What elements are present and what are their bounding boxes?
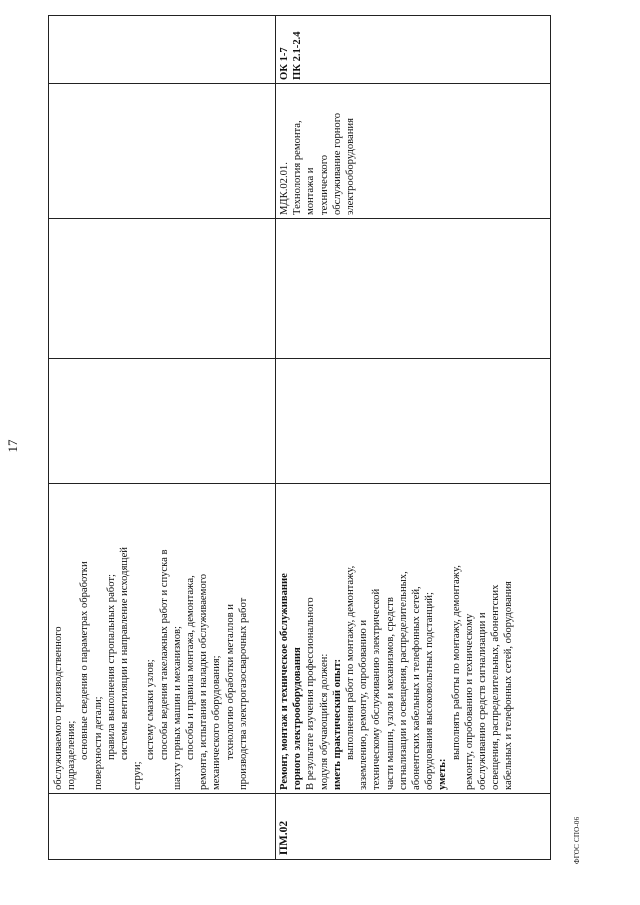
content-line: способы ведения такелажных работ и спуска в <box>158 549 170 760</box>
content-line: струи; <box>132 761 144 790</box>
content-line: механического оборудования; <box>211 655 223 790</box>
row1-empty-cell <box>49 219 275 359</box>
content-line: шахту горных машин и механизмов; <box>171 626 183 790</box>
row2-empty-cell <box>275 359 552 484</box>
content-line: ремонту, опробованию и техническому <box>463 613 475 790</box>
content-line: систему смазки узлов; <box>145 659 157 760</box>
content-line: основные сведения о параметрах обработки <box>79 561 91 760</box>
mdk-line: обслуживание горного <box>331 112 343 215</box>
content-line: поверхности детали; <box>92 696 104 790</box>
mdk-line: МДК.02.01. <box>279 162 290 215</box>
mdk-line: электрооборудования <box>345 118 357 215</box>
row1-competency-cell <box>49 14 275 84</box>
content-line: ремонта, испытания и наладки обслуживаемого <box>198 574 210 790</box>
module-code: ПМ.02 <box>278 820 290 855</box>
row2-content-cell <box>275 484 552 794</box>
content-line: иметь практический опыт: <box>331 658 343 790</box>
content-line: уметь: <box>437 758 449 790</box>
content-line: обслуживанию средств сигнализации и <box>477 612 489 790</box>
content-line: правила выполнения стропальных работ; <box>105 574 117 760</box>
row1-mdk-cell <box>49 84 275 219</box>
page-number: 17 <box>5 439 20 453</box>
content-line: части машин, узлов и механизмов, средств <box>384 597 396 790</box>
content-line: обслуживаемого производственного <box>53 626 64 790</box>
content-line: кабельных и телефонных сетей, оборудования <box>503 581 515 790</box>
content-line: технологию обработки металлов и <box>224 604 236 760</box>
competency-code: ОК 1-7 <box>279 47 290 80</box>
content-line: системы вентиляции и направление исходящей <box>119 547 131 760</box>
rotated-page <box>5 15 581 864</box>
content-line: освещения, распределительных, абонентских <box>490 584 502 790</box>
content-line: Ремонт, монтаж и техническое обслуживание <box>279 573 290 790</box>
row1-content-cell <box>49 484 275 794</box>
row2-competency-cell <box>275 14 552 84</box>
row1-code-cell <box>49 794 275 859</box>
content-line: выполнять работы по монтажу, демонтажу, <box>450 565 462 760</box>
content-line: В результате изучения профессионального <box>305 597 317 790</box>
content-line: способы и правила монтажа, демонтажа, <box>185 575 197 760</box>
curriculum-table <box>48 15 551 860</box>
mdk-line: технического <box>318 154 330 215</box>
row2-code-cell <box>275 794 552 859</box>
content-line: заземлению, ремонту, опробованию и <box>358 619 370 790</box>
mdk-line: монтажа и <box>305 167 317 215</box>
content-line: производства электрогазосварочных работ <box>237 597 249 790</box>
content-line: подразделения; <box>66 720 78 790</box>
content-line: техническому обслуживанию электрической <box>371 588 383 790</box>
mdk-line: Технология ремонта, <box>292 120 304 215</box>
footer-code: ФГОС СПО-06 <box>573 816 581 864</box>
content-line: абонентских кабельных и телефонных сетей, <box>411 586 423 790</box>
content-line: оборудования высоковольтных подстанций; <box>424 592 436 790</box>
content-line: модуля обучающийся должен: <box>318 653 330 790</box>
content-line: горного электрооборудования <box>292 647 304 790</box>
row2-empty-cell <box>275 219 552 359</box>
row2-mdk-cell <box>275 84 552 219</box>
competency-code: ПК 2.1-2.4 <box>292 31 304 80</box>
row1-empty-cell <box>49 359 275 484</box>
content-line: сигнализации и освещения, распределительных, <box>397 571 409 790</box>
content-line: выполнения работ по монтажу, демонтажу, <box>345 565 357 760</box>
